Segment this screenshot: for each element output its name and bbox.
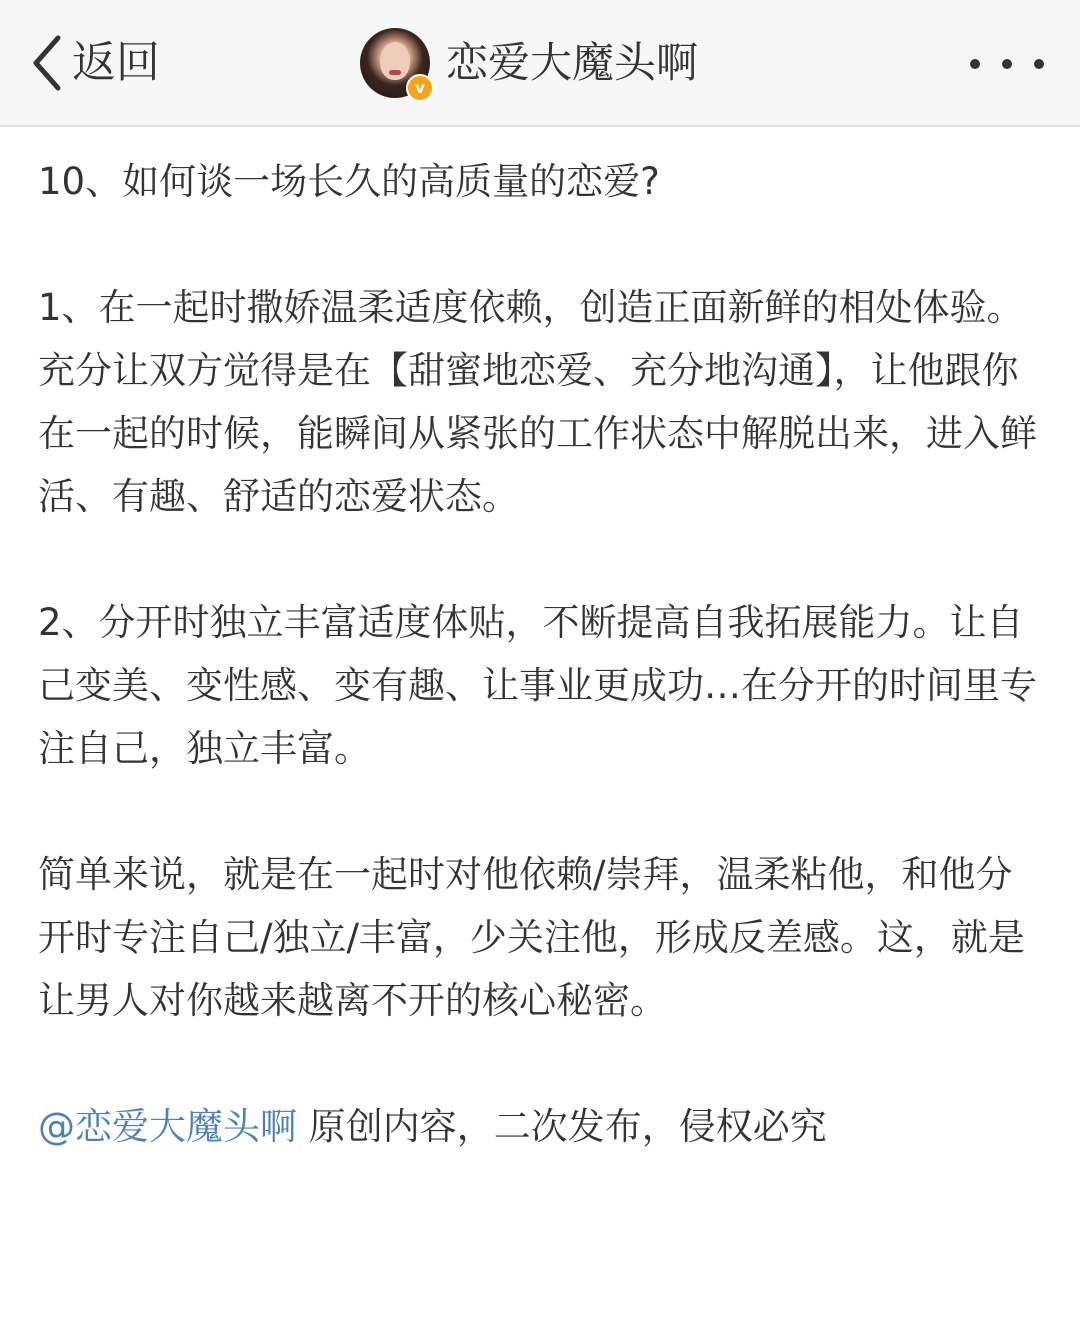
post-heading: 10、如何谈一场长久的高质量的恋爱? bbox=[38, 160, 660, 203]
chevron-left-icon bbox=[30, 34, 64, 92]
post-paragraph-1: 1、在一起时撒娇温柔适度依赖，创造正面新鲜的相处体验。充分让双方觉得是在【甜蜜地恋爱、充分地沟通】，让他跟你在一起的时候，能瞬间从紧张的工作状态中解脱出来，进入鲜活、有趣、舒适的恋爱状态。 bbox=[38, 286, 1037, 518]
verified-badge-icon: v bbox=[406, 74, 434, 102]
avatar[interactable] bbox=[360, 28, 430, 98]
post-footer bbox=[38, 1095, 1048, 1158]
copyright-notice: 原创内容，二次发布，侵权必究 bbox=[297, 1105, 827, 1148]
post-paragraph-2: 2、分开时独立丰富适度体贴，不断提高自我拓展能力。让自己变美、变性感、变有趣、让事业更成功…在分开的时间里专注自己，独立丰富。 bbox=[38, 601, 1037, 770]
user-mention-link[interactable]: @恋爱大魔头啊 bbox=[38, 1105, 297, 1148]
post-paragraph-3: 简单来说，就是在一起时对他依赖/崇拜，温柔粘他，和他分开时专注自己/独立/丰富，少关注他，形成反差感。这，就是让男人对你越来越离不开的核心秘密。 bbox=[38, 853, 1025, 1022]
navigation-bar bbox=[0, 0, 1080, 127]
page-title: 恋爱大魔头啊 bbox=[446, 38, 699, 87]
back-button[interactable] bbox=[30, 30, 160, 96]
back-label: 返回 bbox=[72, 37, 160, 88]
post-content bbox=[38, 150, 1048, 1158]
more-dots-icon[interactable] bbox=[970, 52, 1044, 76]
profile-header[interactable] bbox=[360, 26, 698, 100]
